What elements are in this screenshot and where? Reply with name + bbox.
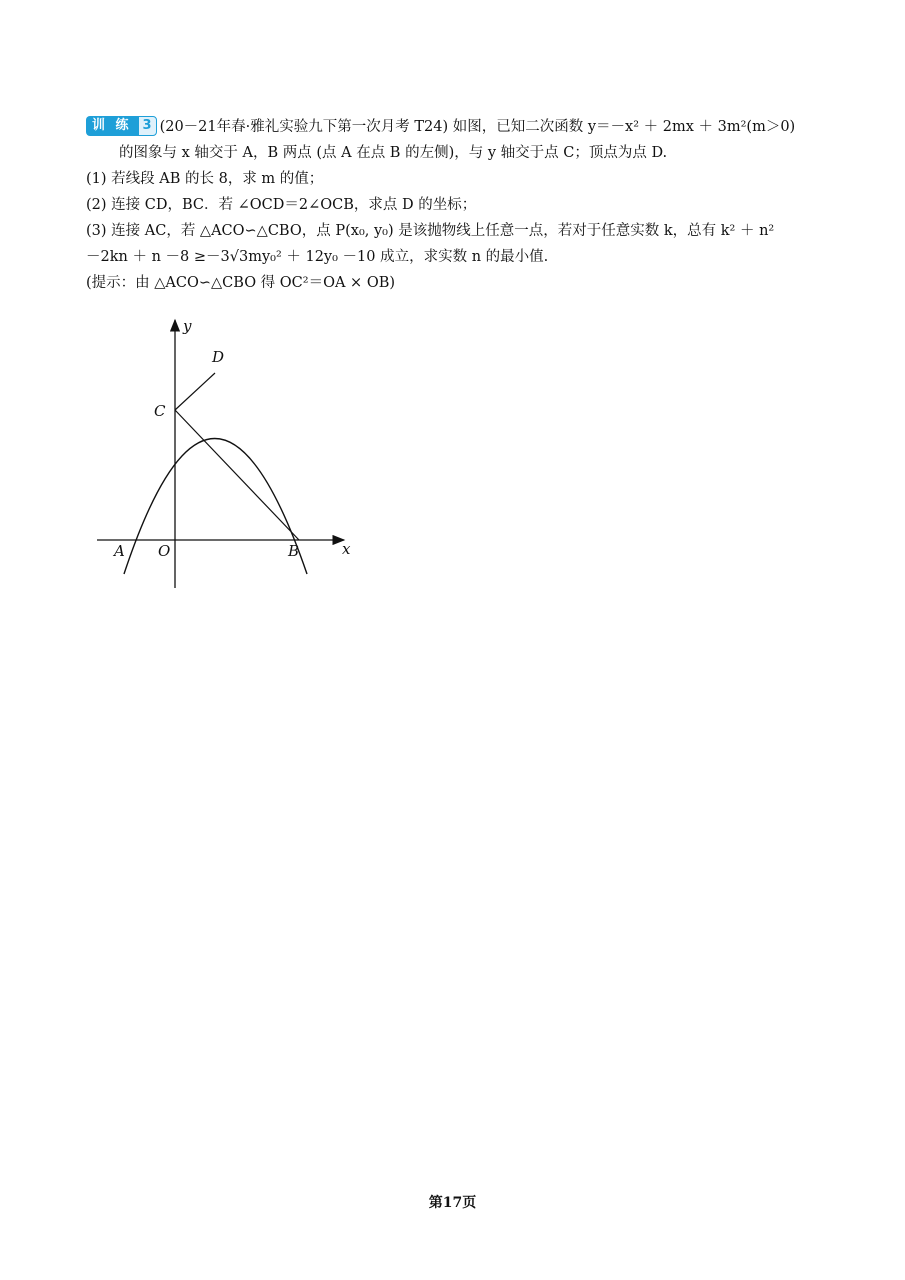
parabola-curve	[124, 439, 307, 575]
training-badge-number: 3	[138, 116, 157, 136]
page-number: 第17页	[428, 1195, 477, 1211]
problem-header-line	[86, 114, 826, 140]
problem-block	[86, 114, 826, 296]
label-x-axis: x	[342, 540, 351, 558]
label-point-a: A	[114, 542, 125, 560]
problem-statement-line1: (20－21年春·雅礼实验九下第一次月考 T24) 如图，已知二次函数 y＝－x² ＋ 2mx ＋ 3m²(m＞0)	[159, 119, 796, 135]
question-part-3-line1: (3) 连接 AC，若 △ACO∽△CBO，点 P(x₀, y₀) 是该抛物线上任意一点，若对于任意实数 k，总有 k² ＋ n²	[86, 223, 775, 239]
question-part-2: (2) 连接 CD，BC．若 ∠OCD＝2∠OCB，求点 D 的坐标；	[86, 197, 477, 213]
segment-cd	[175, 373, 215, 410]
hint-line: (提示：由 △ACO∽△CBO 得 OC²＝OA × OB)	[86, 275, 396, 291]
parabola-figure	[92, 312, 362, 592]
question-part-3-line2: －2kn ＋ n －8 ≥－3√3my₀² ＋ 12y₀ －10 成立，求实数 n 的最小值.	[86, 249, 549, 265]
question-part-1: (1) 若线段 AB 的长 8，求 m 的值；	[86, 171, 324, 187]
label-point-d: D	[212, 348, 225, 366]
label-point-c: C	[154, 402, 166, 420]
segment-cb	[175, 410, 299, 540]
parabola-diagram	[92, 312, 362, 592]
label-origin-o: O	[158, 542, 171, 560]
training-badge	[86, 114, 157, 138]
training-badge-label: 训 练	[86, 116, 138, 136]
problem-statement-line2: 的图象与 x 轴交于 A，B 两点 (点 A 在点 B 的左侧)，与 y 轴交于点 C；顶点为点 D.	[119, 145, 668, 161]
label-point-b: B	[288, 542, 300, 560]
label-y-axis: y	[183, 317, 192, 335]
